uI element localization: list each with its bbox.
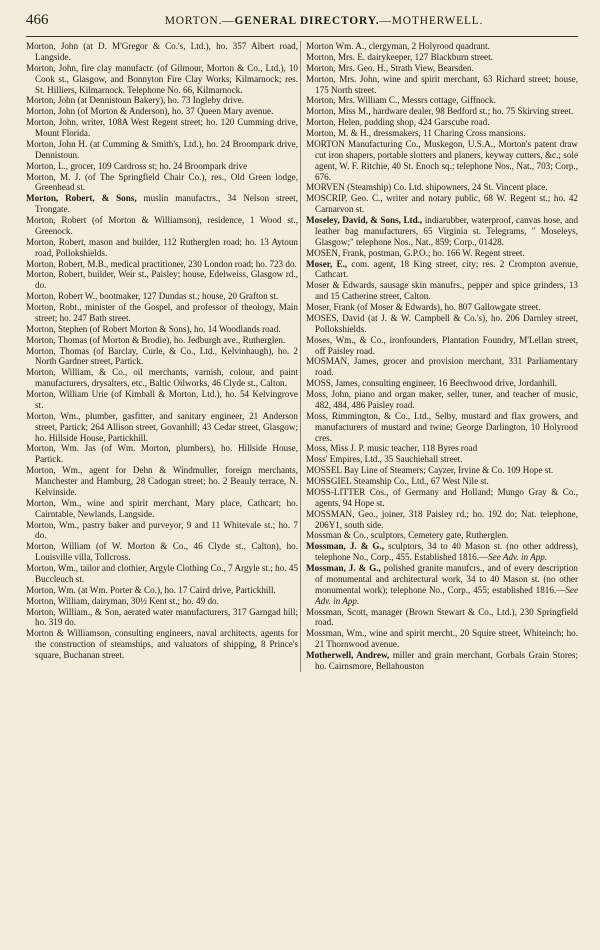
directory-entry — [26, 585, 298, 596]
entry-text: Morton, William., & Son, aerated water manufacturers, 317 Garngad hill; ho. 319 do. — [26, 606, 298, 628]
directory-entry — [26, 302, 298, 324]
directory-entry — [26, 215, 298, 237]
entry-text: MOSCRIP, Geo. C., writer and notary public, 68 W. Regent st.; ho. 42 Carnarvon st. — [306, 193, 578, 215]
entry-lead: Motherwell, Andrew, — [306, 650, 390, 660]
directory-entry — [306, 128, 578, 139]
entry-text: MOSEN, Frank, postman, G.P.O.; ho. 166 W. Regent street. — [306, 247, 525, 258]
entry-text: Morton, William Urie (of Kimball & Morton, Ltd.), ho. 54 Kelvingrove st. — [26, 389, 298, 410]
directory-entry — [26, 335, 298, 346]
entry-text: Moses, Wm., & Co., ironfounders, Plantation Foundry, M'Lellan street, off Paisley road. — [306, 334, 578, 356]
entry-text: Morton, Mrs. Geo. H., Strath View, Bearsden. — [306, 62, 474, 73]
entry-text: Morton, Helen, pudding shop, 424 Garscube road. — [306, 117, 490, 128]
entry-text: Morton, L., grocer, 109 Cardross st; ho. 24 Broompark drive — [26, 160, 248, 171]
directory-entry — [306, 193, 578, 215]
entry-text: Moss' Empires, Ltd., 35 Sauchiehall street. — [306, 454, 463, 465]
directory-entry — [306, 52, 578, 63]
directory-entry — [306, 215, 578, 248]
entry-text: MOSSEL Bay Line of Steamers; Cayzer, Irvine & Co. 109 Hope st. — [306, 465, 554, 476]
directory-entry — [26, 193, 298, 215]
running-head-middle: GENERAL DIRECTORY. — [234, 15, 380, 27]
directory-entry — [306, 139, 578, 183]
entry-text: Morton, Wm. (at Wm. Porter & Co.), ho. 17 Caird drive, Partickhill. — [26, 584, 276, 595]
entry-text: Morton, Robert (of Morton & Williamson), residence, 1 Wood st., Greenock. — [26, 215, 298, 236]
entry-text: Moser, Frank (of Moser & Edwards), ho. 807 Gallowgate street. — [306, 302, 541, 312]
entry-text: Morton, Wm., tailor and clothier, Argyle Clothing Co., 7 Argyle st.; ho. 45 Buccleuch st. — [26, 563, 298, 584]
directory-entry — [306, 607, 578, 629]
directory-entry — [306, 259, 578, 281]
directory-entry — [306, 509, 578, 531]
entry-text: Morton & Williamson, consulting engineers, naval architects, agents for the construction of steamships, and valuators of shipping, 8 Prince's square, Buchanan street. — [26, 628, 298, 660]
entry-text: Mossman & Co., sculptors, Cemetery gate, Rutherglen. — [306, 530, 509, 541]
directory-entry — [26, 498, 298, 520]
directory-entry — [306, 335, 578, 357]
entry-text: com. agent, 18 King street, city; res. 2 Crompton avenue, Cathcart. — [315, 258, 578, 280]
directory-entry — [306, 389, 578, 411]
entry-text: Morton, Miss M., hardware dealer, 98 Bedford st.; ho. 75 Skirving street. — [306, 106, 574, 117]
directory-entry — [26, 117, 298, 139]
entry-text: Morton, Robert, M.B., medical practitioner, 230 London road; ho. 723 do. — [26, 258, 297, 269]
directory-entry — [26, 367, 298, 389]
entry-text: Mossman, Scott, manager (Brown Stewart & Co., Ltd.), 230 Springfield road. — [306, 606, 578, 628]
directory-entry — [26, 237, 298, 259]
entry-text: Morton, Robert, builder, Weir st., Paisley; house, Edelweiss, Glasgow rd., do. — [26, 269, 298, 291]
entry-text: Morton, John (of Morton & Anderson), ho. 37 Queen Mary avenue. — [26, 106, 274, 117]
entry-text: Morton, John (at D. M'Gregor & Co.'s, Ltd.), ho. 357 Albert road, Langside. — [26, 41, 298, 62]
directory-entry — [306, 443, 578, 454]
entry-lead: Mossman, J. & G., — [306, 563, 381, 573]
page-number: 466 — [26, 12, 49, 28]
right-column — [300, 41, 578, 672]
entry-text: MOSSMAN, Geo., joiner, 318 Paisley rd.; ho. 192 do; Nat. telephone, 206Y1, south side. — [306, 508, 578, 530]
directory-entry — [306, 63, 578, 74]
directory-entry — [26, 259, 298, 270]
entry-text: Morton Wm. A., clergyman, 2 Holyrood quadrant. — [306, 41, 490, 51]
entry-text: MOSES, David (at J. & W. Campbell & Co.'s), ho. 206 Darnley street, Pollokshields. — [306, 312, 578, 334]
directory-entry — [306, 280, 578, 302]
entry-text: muslin manufactrs., 34 Nelson street, Trongate. — [35, 193, 298, 215]
entry-text: Morton, M. J. (of The Springfield Chair Co.), res., Old Green lodge, Greenhead st. — [26, 171, 298, 193]
directory-entry — [26, 324, 298, 335]
entry-text: MORVEN (Steamship) Co. Ltd. shipowners, 24 St. Vincent place. — [306, 182, 548, 193]
directory-entry — [306, 302, 578, 313]
entry-lead: Moseley, David, & Sons, Ltd., — [306, 215, 423, 225]
entry-text: Morton, William, dairyman, 30½ Kent st.; ho. 49 do. — [26, 595, 219, 606]
entry-text: Morton, Robert, mason and builder, 112 Rutherglen road; ho. 13 Aytoun road, Pollokshields. — [26, 236, 298, 258]
directory-entry — [306, 650, 578, 672]
entry-text: Morton, John H. (at Cumming & Smith's, Ltd.), ho. 24 Broompark drive, Dennistoun. — [26, 138, 298, 160]
entry-text: Morton, Robt., minister of the Gospel, and professor of theology, Main street; ho. 247 Bath street. — [26, 302, 298, 323]
directory-entry — [26, 520, 298, 542]
entry-text: Morton, William, & Co., oil merchants, varnish, colour, and paint manufacturers, drysalters, etc., Baltic Oilworks, 46 Clyde st., Calton. — [26, 367, 298, 389]
entry-text: Morton, William (of W. Morton & Co., 46 Clyde st., Calton), ho. Louisville villa, Tollcross. — [26, 541, 298, 563]
directory-entry — [306, 378, 578, 389]
entry-note: See Adv. in App. — [488, 552, 548, 563]
directory-entry — [26, 443, 298, 465]
entry-lead: Moser, E., — [306, 258, 348, 269]
entry-lead: Morton, Robert, & Sons, — [26, 193, 137, 204]
entry-note: See Adv. in App. — [315, 584, 578, 606]
entry-text: indiarubber, waterproof, canvas hose, and leather bag manufacturers, 65 Virginia st. Telegrams, " Moseleys, Glasgow;" telephone Nos., Nat., 859; Corp., 01428. — [315, 215, 579, 247]
directory-entry — [26, 411, 298, 444]
directory-entry — [306, 563, 578, 607]
entry-text: Morton, Thomas (of Barclay, Curle, & Co., Ltd., Kelvinhaugh), ho. 2 North Gardner street, Partick. — [26, 345, 298, 367]
directory-entry — [306, 106, 578, 117]
entry-text: Morton, Mrs. William C., Messrs cottage, Giffnock. — [306, 95, 496, 106]
entry-text: Morton, Mrs. John, wine and spirit merchant, 63 Richard street; house, 175 North street. — [306, 73, 578, 95]
directory-entry — [306, 248, 578, 259]
entry-text: Morton, Mrs. E. dairykeeper, 127 Blackburn street. — [306, 51, 493, 62]
entry-text: Morton, Wm., plumber, gasfitter, and sanitary engineer, 21 Anderson street, Partick; 264 Allison street, Govanhill; 43 Cedar street, Glasgow; ho. Hillside House, Partickhill. — [26, 410, 298, 443]
directory-entry — [306, 313, 578, 335]
entry-text: miller and grain merchant, Gorbals Grain Stores; ho. Cairnsmore, Bellahouston — [315, 650, 578, 671]
left-column — [26, 41, 298, 672]
entry-text: Moss, John, piano and organ maker, seller, tuner, and teacher of music, 482, 484, 486 Paisley road. — [306, 389, 578, 410]
directory-entry — [26, 389, 298, 411]
directory-entry — [306, 74, 578, 96]
directory-entry — [306, 95, 578, 106]
directory-entry — [26, 563, 298, 585]
entry-lead: Mossman, J. & G., — [306, 541, 385, 552]
running-head-left: MORTON. — [164, 15, 223, 27]
entry-text: MOSMAN, James, grocer and provision merchant, 331 Parliamentary road. — [306, 356, 578, 378]
entry-text: Mossman, Wm., wine and spirit mercht., 20 Squire street, Whiteinch; ho. 21 Thornwood avenue. — [306, 628, 578, 650]
entry-text: Morton, M. & H., dressmakers, 11 Charing Cross mansions. — [306, 128, 526, 138]
directory-entry — [306, 411, 578, 444]
directory-entry — [306, 476, 578, 487]
entry-text: Morton, John, writer, 108A West Regent street; ho. 120 Cumming drive, Mount Florida. — [26, 117, 298, 138]
page-header — [26, 12, 578, 37]
entry-text: Morton, Wm., agent for Dehn & Windmuller, foreign merchants, Manchester and Hamburg, 28 Cadogan street; ho. 2 Beauly terrace, N. Kelvinside. — [26, 465, 298, 497]
directory-entry — [26, 346, 298, 368]
entry-text: MORTON Manufacturing Co., Muskegon, U.S.A., Morton's patent draw cut iron shapers, portable slotters and planers, keyway cutters, &c.; sole agent, W. F. Ritchie, 40 St. Enoch sq.; telephone Nos., Nat., 703; Corp., 676. — [306, 138, 578, 182]
entry-text: Moser & Edwards, sausage skin manufrs., pepper and spice grinders, 13 and 15 Catherine street, Calton. — [306, 280, 578, 302]
directory-entry — [26, 465, 298, 498]
directory-entry — [26, 607, 298, 629]
columns — [26, 41, 578, 672]
directory-entry — [306, 117, 578, 128]
directory-entry — [306, 454, 578, 465]
directory-entry — [26, 139, 298, 161]
directory-entry — [306, 465, 578, 476]
entry-text: Morton, Wm., pastry baker and purveyor, 9 and 11 Whitevale st.; ho. 7 do. — [26, 519, 298, 541]
directory-entry — [26, 63, 298, 96]
directory-entry — [26, 541, 298, 563]
directory-entry — [26, 41, 298, 63]
entry-text: MOSS, James, consulting engineer, 16 Beechwood drive, Jordanhill. — [306, 378, 558, 389]
entry-text: MOSS-LITTER Cos., of Germany and Holland; Mungo Gray & Co., agents, 94 Hope st. — [306, 486, 578, 508]
directory-entry — [26, 172, 298, 194]
directory-entry — [306, 530, 578, 541]
entry-text: Morton, Stephen (of Robert Morton & Sons), ho. 14 Woodlands road. — [26, 323, 281, 334]
entry-text: Moss, Miss J. P. music teacher, 118 Byres road — [306, 443, 478, 454]
directory-entry — [26, 95, 298, 106]
entry-text: Morton, Wm. Jas (of Wm. Morton, plumbers), ho. Hillside House, Partick. — [26, 443, 298, 465]
entry-text: Morton, Thomas (of Morton & Brodie), ho. Jedburgh ave., Rutherglen. — [26, 334, 286, 345]
directory-entry — [306, 487, 578, 509]
directory-entry — [306, 628, 578, 650]
entry-text: Morton, Robert W., bootmaker, 127 Dundas st.; house, 20 Grafton st. — [26, 291, 279, 302]
entry-text: Morton, John (at Dennistoun Bakery), ho. 73 Ingleby drive. — [26, 95, 244, 106]
entry-text: Moss, Rimmington, & Co., Ltd., Selby, mustard and flax growers, and manufacturers of mustard and twine; George Darlington, 10 Holyrood cres. — [306, 410, 578, 443]
entry-text: sculptors, 34 to 40 Mason st. (no other address), telephone No., Corp., 455. Established 1816.— — [315, 541, 578, 563]
directory-entry — [26, 269, 298, 291]
directory-entry — [26, 596, 298, 607]
directory-entry — [306, 41, 578, 52]
directory-entry — [26, 291, 298, 302]
running-head: MORTON.—GENERAL DIRECTORY.—MOTHERWELL. — [164, 15, 484, 27]
entry-text: polished granite manufcrs., and of every description of monumental and architectural work, 34 to 40 Mason st. (no other monumental work); telephone No., Corp., 455; established 1816.— — [315, 563, 578, 595]
entry-text: Morton, Wm., wine and spirit merchant, Mary place, Cathcart; ho. Cairntable, Newlands, Langside. — [26, 497, 298, 519]
directory-entry — [306, 182, 578, 193]
directory-entry — [306, 541, 578, 563]
directory-entry — [26, 106, 298, 117]
entry-text: Morton, John, fire clay manufactr. (of Gilmour, Morton & Co., Ltd.), 10 Cook st., Glasgow, and Bonnyton Fire Clay Works, Kilmarnock; res. St. Hilliers, Kilmarnock. Telephone No. 66, Kilmarnock. — [26, 62, 298, 95]
directory-entry — [26, 161, 298, 172]
running-head-right: MOTHERWELL. — [391, 15, 484, 27]
directory-entry — [26, 628, 298, 661]
directory-entry — [306, 356, 578, 378]
entry-text: MOSSGIEL Steamship Co., Ltd., 67 West Nile st. — [306, 476, 489, 486]
